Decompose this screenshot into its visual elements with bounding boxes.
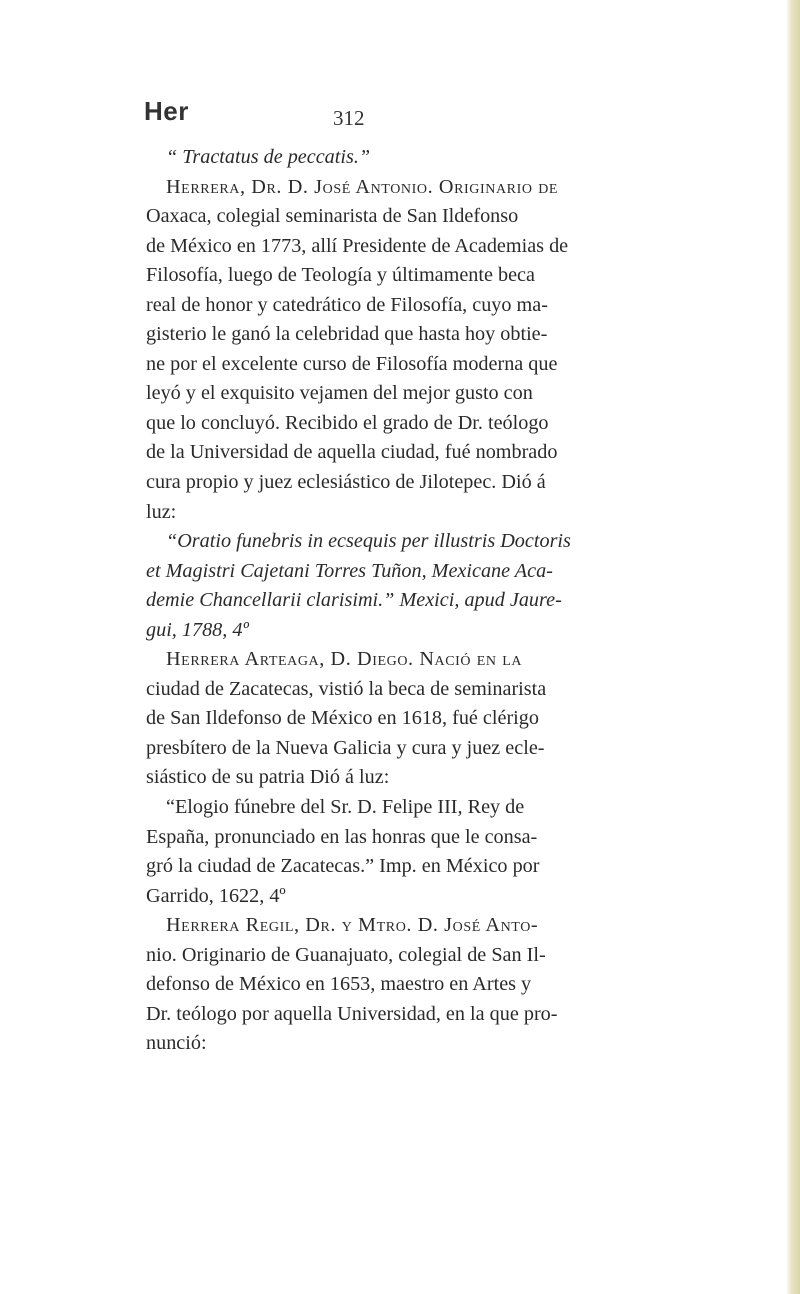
text-line: nunció: xyxy=(146,1032,207,1055)
text-line: ne por el excelente curso de Filosofía moderna que xyxy=(146,352,558,375)
text-line: siástico de su patria Dió á luz: xyxy=(146,766,390,789)
text-body xyxy=(146,143,736,1059)
text-line: presbítero de la Nueva Galicia y cura y juez ecle- xyxy=(146,736,545,759)
text-line: gisterio le ganó la celebridad que hasta hoy obtie- xyxy=(146,323,548,346)
entry-line: Herrera Arteaga, D. Diego. Nació en la xyxy=(166,648,523,671)
text-line: Dr. teólogo por aquella Universidad, en la que pro- xyxy=(146,1002,558,1025)
text-line-entry-herrera xyxy=(146,173,736,203)
text-line: Filosofía, luego de Teología y últimamente beca xyxy=(146,264,535,287)
text-line: luz: xyxy=(146,500,177,523)
text-line-latin-title: “Oratio funebris in ecsequis per illustris Doctoris xyxy=(166,530,571,553)
text-line-entry-herrera-arteaga xyxy=(146,645,736,675)
text-line-latin-title: demie Chancellarii clarisimi.” Mexici, apud Jaure- xyxy=(146,589,562,612)
text-line: Oaxaca, colegial seminarista de San Ildefonso xyxy=(146,205,519,228)
text-line: gró la ciudad de Zacatecas.” Imp. en México por xyxy=(146,855,540,878)
text-line: real de honor y catedrático de Filosofía, cuyo ma- xyxy=(146,293,548,316)
entry-line: Herrera, Dr. D. José Antonio. Originario de xyxy=(166,175,559,198)
text-line-title: “ Tractatus de peccatis.” xyxy=(166,146,371,168)
header-word: Her xyxy=(144,96,189,126)
text-line: “Elogio fúnebre del Sr. D. Felipe III, Rey de xyxy=(166,796,525,819)
text-line-latin-title: gui, 1788, 4º xyxy=(146,618,249,641)
text-line: ciudad de Zacatecas, vistió la beca de seminarista xyxy=(146,677,547,700)
text-line: defonso de México en 1653, maestro en Artes y xyxy=(146,973,532,996)
running-header xyxy=(140,96,660,136)
text-line: España, pronunciado en las honras que le consa- xyxy=(146,825,538,848)
text-line: que lo concluyó. Recibido el grado de Dr. teólogo xyxy=(146,411,549,434)
text-line-latin-title: et Magistri Cajetani Torres Tuñon, Mexicane Aca- xyxy=(146,559,553,582)
entry-line: Herrera Regil, Dr. y Mtro. D. José Anto- xyxy=(166,914,539,937)
text-line: de México en 1773, allí Presidente de Academias de xyxy=(146,234,569,257)
text-line: de San Ildefonso de México en 1618, fué clérigo xyxy=(146,707,539,730)
text-line: de la Universidad de aquella ciudad, fué nombrado xyxy=(146,441,558,464)
text-line: leyó y el exquisito vejamen del mejor gusto con xyxy=(146,382,533,405)
page-number: 312 xyxy=(333,106,365,130)
text-line: cura propio y juez eclesiástico de Jilotepec. Dió á xyxy=(146,471,546,494)
page-edge xyxy=(786,0,800,1294)
text-line-entry-herrera-regil xyxy=(146,911,736,941)
text-line: nio. Originario de Guanajuato, colegial de San Il- xyxy=(146,943,546,966)
text-line: Garrido, 1622, 4º xyxy=(146,884,286,907)
